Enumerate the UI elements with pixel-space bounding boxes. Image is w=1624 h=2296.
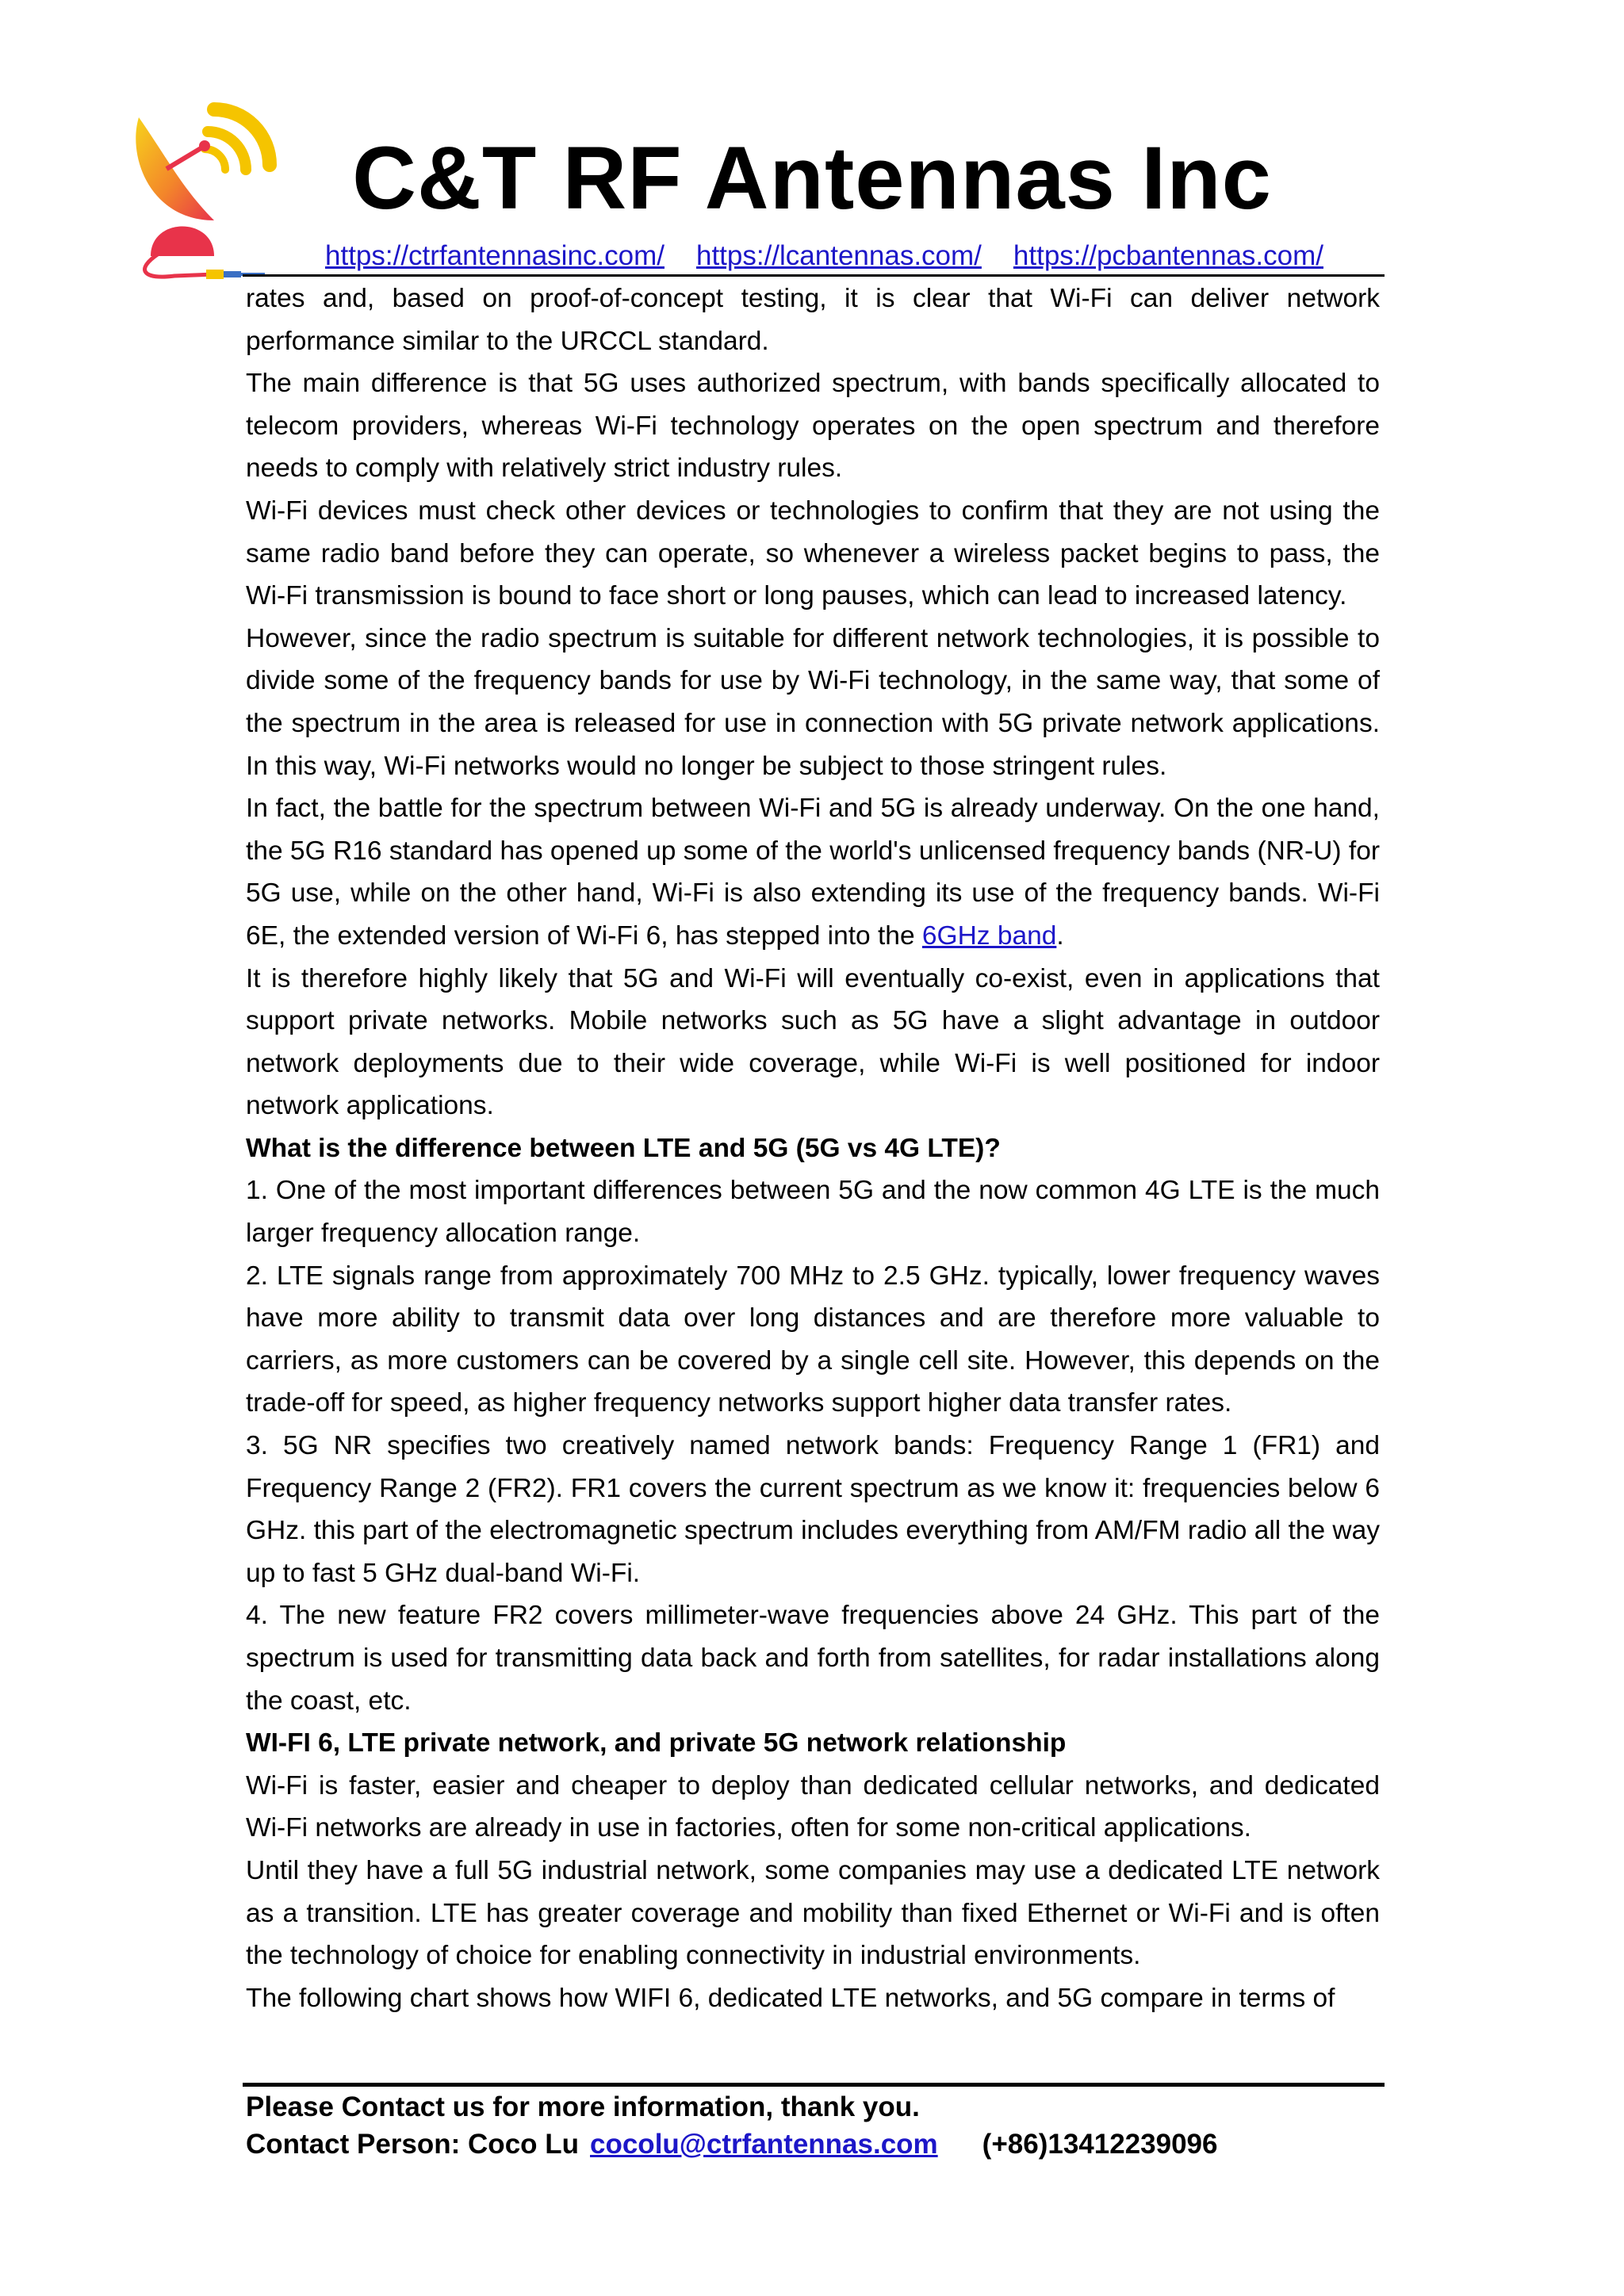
- list-item: 1. One of the most important differences between 5G and the now common 4G LTE is the much larger frequency allocation range.: [246, 1176, 1380, 1249]
- paragraph: It is therefore highly likely that 5G and Wi-Fi will eventually co-exist, even in applications that support private networks. Mobile networks such as 5G have a slight advantage in outdoor network deployments due to their wide coverage, while Wi-Fi is well positioned for indoor network applications.: [246, 963, 1380, 1121]
- list-item: 2. LTE signals range from approximately 700 MHz to 2.5 GHz. typically, lower frequency waves have more ability to transmit data over long distances and are therefore more valuable to carriers, as more customers can be covered by a single cell site. However, this depends on the trade-off for speed, as higher frequency networks support higher data transfer rates.: [246, 1261, 1380, 1418]
- paragraph-text: In fact, the battle for the spectrum between Wi-Fi and 5G is already underway. On the one hand, the 5G R16 standard has opened up some of the world's unlicensed frequency bands (NR-U) for 5G use, while on the other hand, Wi-Fi is also extending its use of the frequency bands. Wi-Fi 6E, the extended version of Wi-Fi 6, has stepped into the: [246, 794, 1380, 951]
- website-link-ctrfantennasinc[interactable]: https://ctrfantennasinc.com/: [325, 240, 665, 271]
- 6ghz-band-link[interactable]: 6GHz band: [921, 920, 1057, 951]
- footer-divider: [243, 2083, 1385, 2087]
- paragraph: Wi-Fi devices must check other devices or technologies to confirm that they are not using the same radio band before they can operate, so whenever a wireless packet begins to pass, the Wi-Fi transmission is bound to face short or long pauses, which can lead to increased latency.: [246, 496, 1380, 611]
- contact-email-link[interactable]: cocolu@ctrfantennas.com: [590, 2129, 938, 2160]
- contact-row: [246, 2126, 1217, 2163]
- document-body: [246, 277, 1380, 2019]
- section-heading: What is the difference between LTE and 5G (5G vs 4G LTE)?: [246, 1133, 1001, 1163]
- company-name: C&T RF Antennas Inc: [352, 128, 1272, 228]
- paragraph: The main difference is that 5G uses authorized spectrum, with bands specifically allocated to telecom providers, whereas Wi-Fi technology operates on the open spectrum and therefore needs to comply with relatively strict industry rules.: [246, 369, 1380, 484]
- section-heading: WI-FI 6, LTE private network, and private 5G network relationship: [246, 1728, 1067, 1758]
- paragraph: Until they have a full 5G industrial network, some companies may use a dedicated LTE network as a transition. LTE has greater coverage and mobility than fixed Ethernet or Wi-Fi and is often the technology of choice for enabling connectivity in industrial environments.: [246, 1855, 1380, 1971]
- paragraph-text: .: [1056, 920, 1064, 951]
- list-item: 4. The new feature FR2 covers millimeter-wave frequencies above 24 GHz. This part of the spectrum is used for transmitting data back and forth from satellites, for radar installations along the coast, etc.: [246, 1601, 1380, 1716]
- paragraph: The following chart shows how WIFI 6, dedicated LTE networks, and 5G compare in terms of: [246, 1983, 1335, 2013]
- website-link-lcantennas[interactable]: https://lcantennas.com/: [695, 240, 982, 271]
- footer-message: Please Contact us for more information, thank you.: [246, 2091, 920, 2122]
- list-item: 3. 5G NR specifies two creatively named network bands: Frequency Range 1 (FR1) and Frequency Range 2 (FR2). FR1 covers the current spectrum as we know it: frequencies below 6 GHz. this part of the electromagnetic spectrum includes everything from AM/FM radio all the way up to fast 5 GHz dual-band Wi-Fi.: [246, 1431, 1380, 1588]
- contact-phone: (+86)13412239096: [982, 2129, 1218, 2160]
- footer: [246, 2088, 1217, 2163]
- paragraph: [246, 787, 1380, 957]
- header-divider: [243, 274, 1385, 277]
- contact-person: Contact Person: Coco Lu: [246, 2129, 580, 2160]
- paragraph: rates and, based on proof-of-concept testing, it is clear that Wi-Fi can deliver network performance similar to the URCCL standard.: [246, 284, 1380, 356]
- paragraph: However, since the radio spectrum is suitable for different network technologies, it is possible to divide some of the frequency bands for use by Wi-Fi technology, in the same way, that some of the spectrum in the area is released for use in connection with 5G private network applications. In this way, Wi-Fi networks would no longer be subject to those stringent rules.: [246, 623, 1380, 781]
- header-links: [325, 236, 1323, 276]
- website-link-pcbantennas[interactable]: https://pcbantennas.com/: [1013, 240, 1323, 271]
- paragraph: Wi-Fi is faster, easier and cheaper to deploy than dedicated cellular networks, and dedicated Wi-Fi networks are already in use in factories, often for some non-critical applications.: [246, 1770, 1380, 1843]
